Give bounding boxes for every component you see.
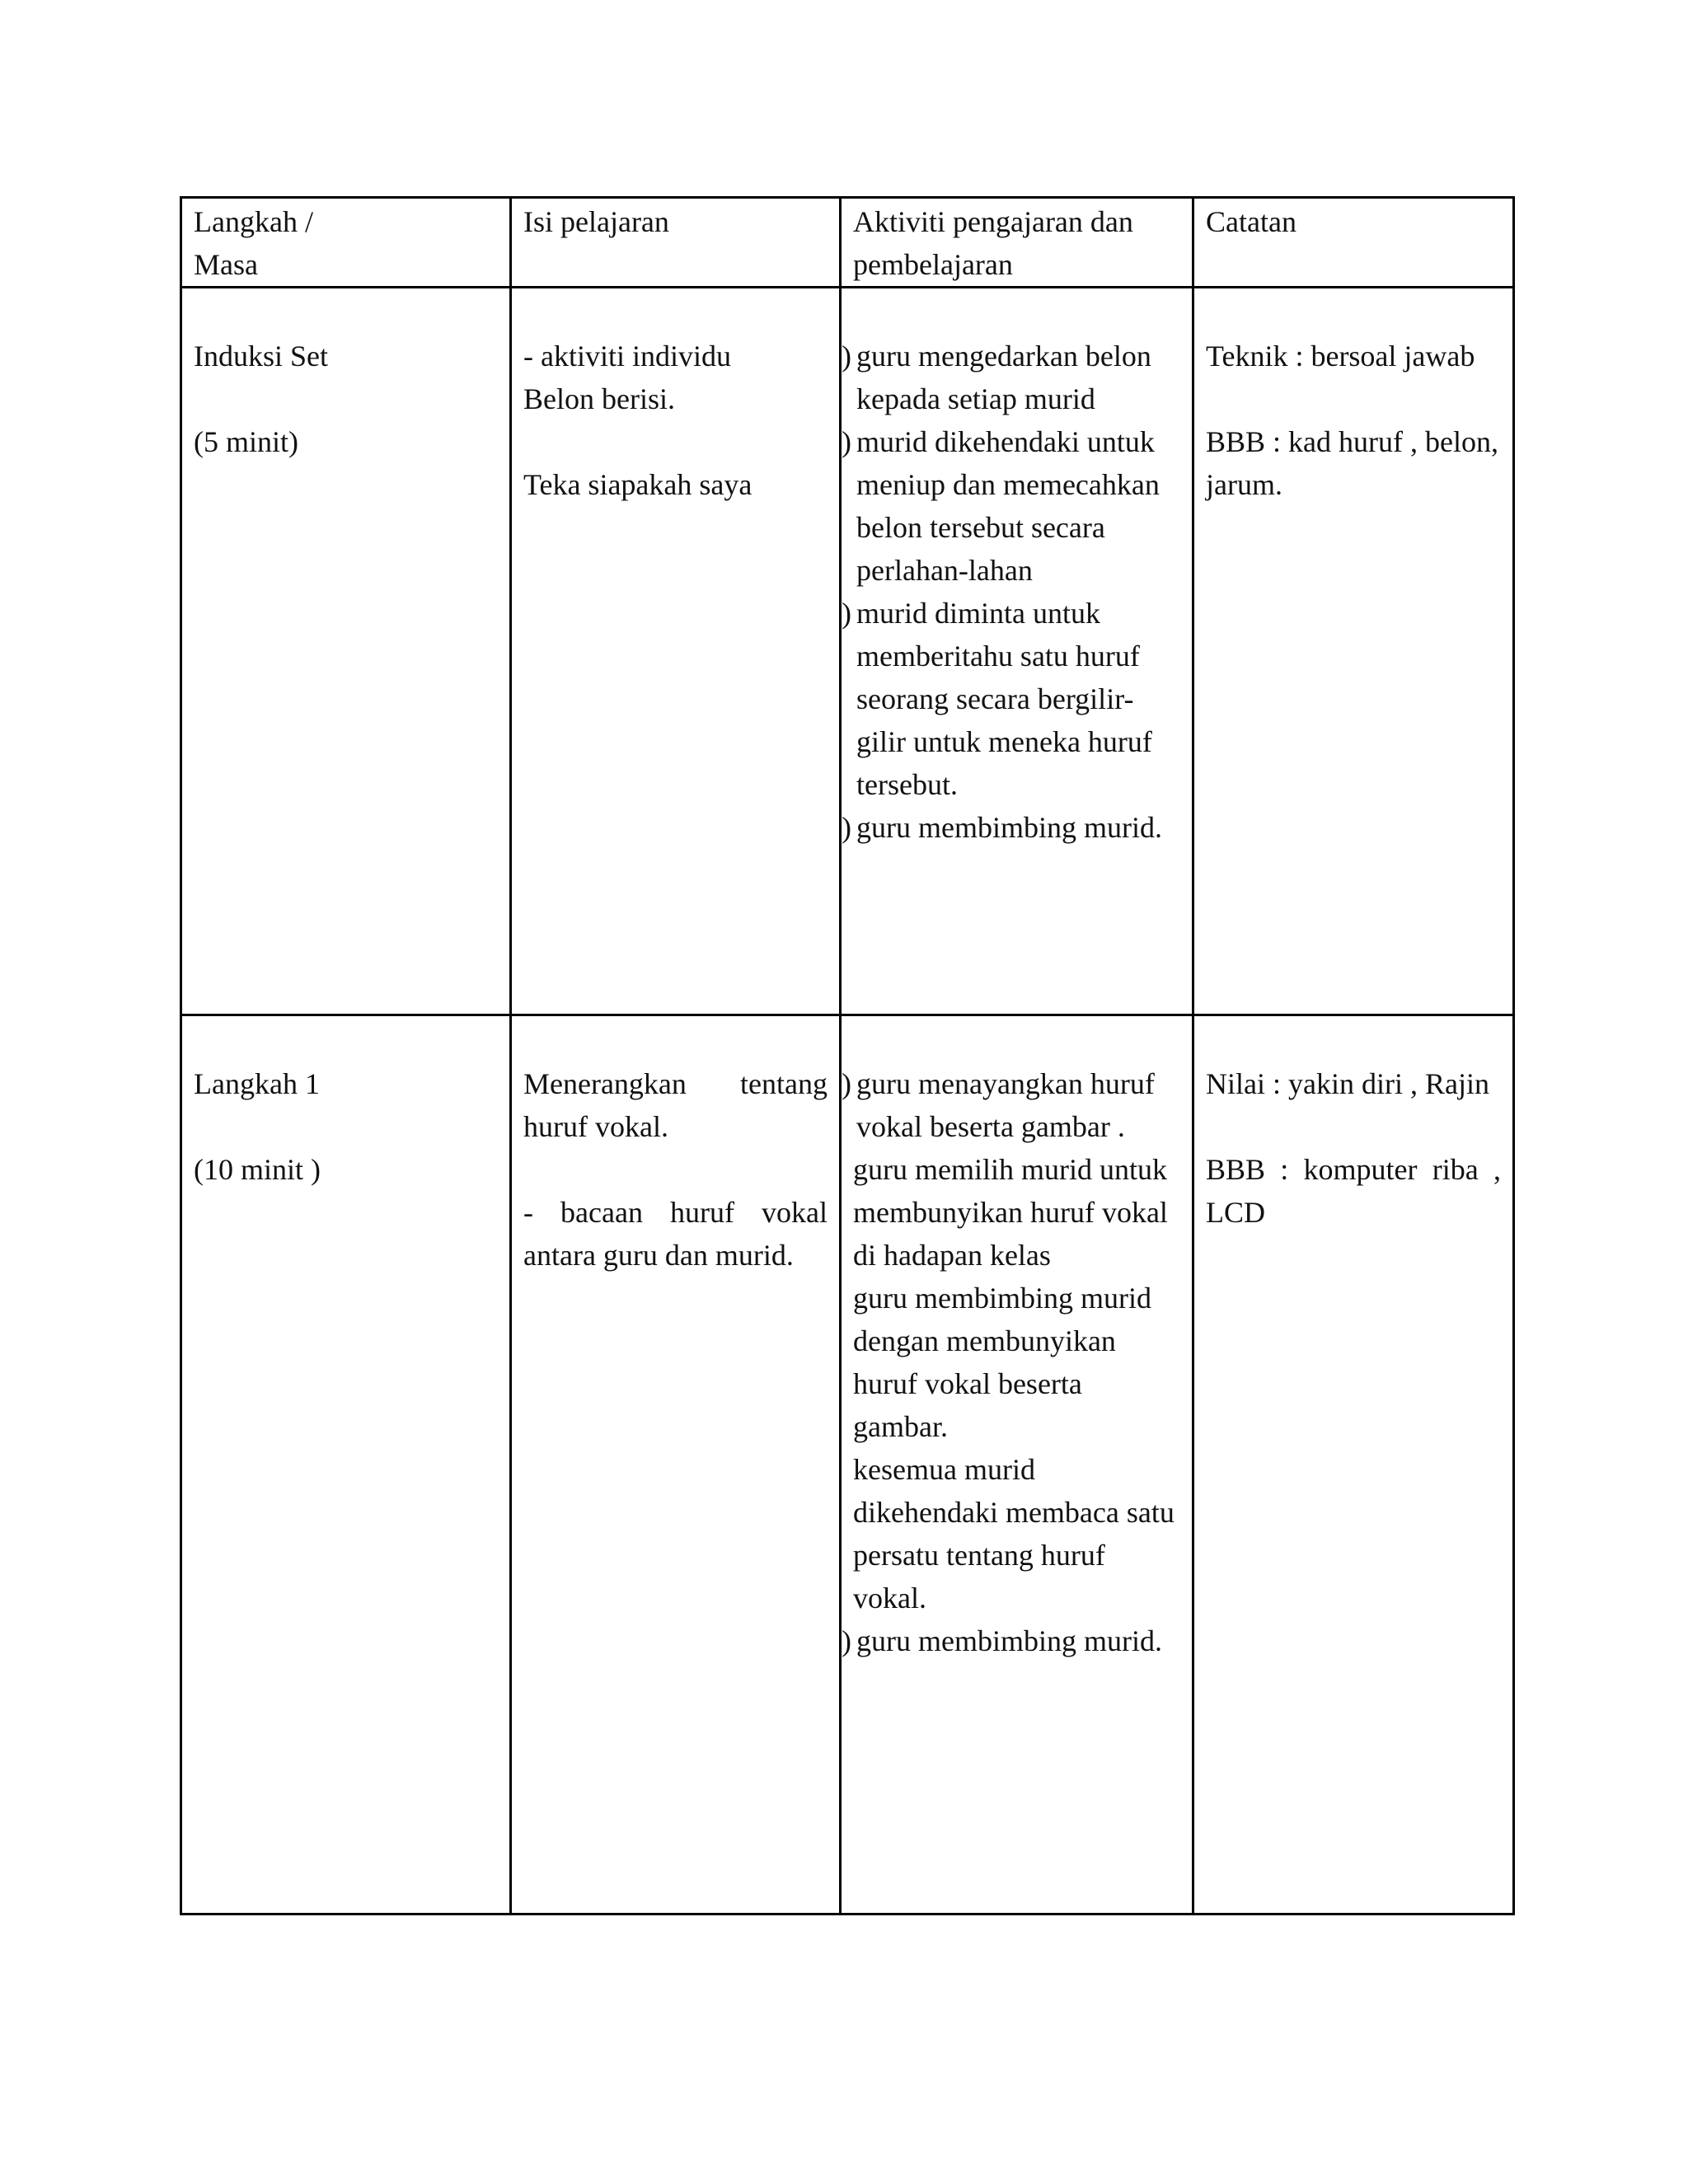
isi-item: - aktiviti individu Belon berisi.	[523, 340, 731, 415]
bullet-marker: )	[842, 340, 851, 373]
activity-item	[842, 420, 1180, 592]
header-langkah-label: Langkah / Masa	[194, 205, 313, 281]
cell-isi-pelajaran	[511, 288, 841, 1015]
header-isi-label: Isi pelajaran	[523, 205, 669, 238]
catatan-item: BBB : komputer riba , LCD	[1206, 1153, 1501, 1229]
masa-label: (5 minit)	[194, 425, 298, 458]
header-catatan-label: Catatan	[1206, 205, 1296, 238]
isi-item: Menerangkan tentang huruf vokal.	[523, 1067, 828, 1143]
activity-text: kesemua murid dikehendaki membaca satu persatu tentang huruf vokal.	[853, 1453, 1175, 1615]
activity-item	[842, 335, 1180, 420]
activity-item	[842, 1062, 1180, 1148]
cell-isi-pelajaran	[511, 1015, 841, 1915]
cell-catatan	[1193, 288, 1514, 1015]
activity-item	[853, 1277, 1180, 1448]
bullet-marker: )	[842, 811, 851, 844]
header-catatan	[1193, 198, 1514, 288]
table-header-row	[181, 198, 1514, 288]
masa-label: (10 minit )	[194, 1153, 321, 1186]
isi-item: - bacaan huruf vokal antara guru dan murid.	[523, 1196, 828, 1272]
cell-aktiviti	[841, 1015, 1193, 1915]
activity-text: guru membimbing murid.	[856, 1624, 1162, 1657]
activity-text: murid diminta untuk memberitahu satu huruf seorang secara bergilir-gilir untuk meneka huruf tersebut.	[856, 597, 1152, 801]
langkah-label: Langkah 1	[194, 1067, 320, 1100]
bullet-marker: )	[842, 597, 851, 630]
isi-item: Teka siapakah saya	[523, 468, 753, 501]
table-row-induksi-set	[181, 288, 1514, 1015]
activity-item	[853, 1148, 1180, 1277]
activity-text: murid dikehendaki untuk meniup dan memecahkan belon tersebut secara perlahan-lahan	[856, 425, 1160, 587]
activity-item	[842, 806, 1180, 849]
activity-text: guru mengedarkan belon kepada setiap murid	[856, 340, 1151, 415]
bullet-marker: )	[842, 425, 851, 458]
activity-item	[853, 1448, 1180, 1619]
cell-langkah-masa	[181, 288, 511, 1015]
bullet-marker: )	[842, 1624, 851, 1657]
header-langkah-masa	[181, 198, 511, 288]
langkah-label: Induksi Set	[194, 340, 329, 373]
cell-catatan	[1193, 1015, 1514, 1915]
activity-text: guru memilih murid untuk membunyikan huruf vokal di hadapan kelas	[853, 1153, 1168, 1272]
table-row-langkah-1	[181, 1015, 1514, 1915]
lesson-plan-table	[180, 196, 1515, 1915]
header-isi-pelajaran	[511, 198, 841, 288]
cell-aktiviti	[841, 288, 1193, 1015]
activity-text: guru menayangkan huruf vokal beserta gambar .	[856, 1067, 1155, 1143]
activity-item	[842, 592, 1180, 806]
catatan-item: Teknik : bersoal jawab	[1206, 340, 1475, 373]
activity-text: guru membimbing murid.	[856, 811, 1162, 844]
catatan-item: BBB : kad huruf , belon, jarum.	[1206, 425, 1498, 501]
catatan-item: Nilai : yakin diri , Rajin	[1206, 1067, 1489, 1100]
header-aktiviti	[841, 198, 1193, 288]
cell-langkah-masa	[181, 1015, 511, 1915]
header-aktiviti-label: Aktiviti pengajaran dan pembelajaran	[853, 205, 1133, 281]
activity-text: guru membimbing murid dengan membunyikan huruf vokal beserta gambar.	[853, 1282, 1151, 1443]
activity-item	[842, 1619, 1180, 1662]
bullet-marker: )	[842, 1067, 851, 1100]
